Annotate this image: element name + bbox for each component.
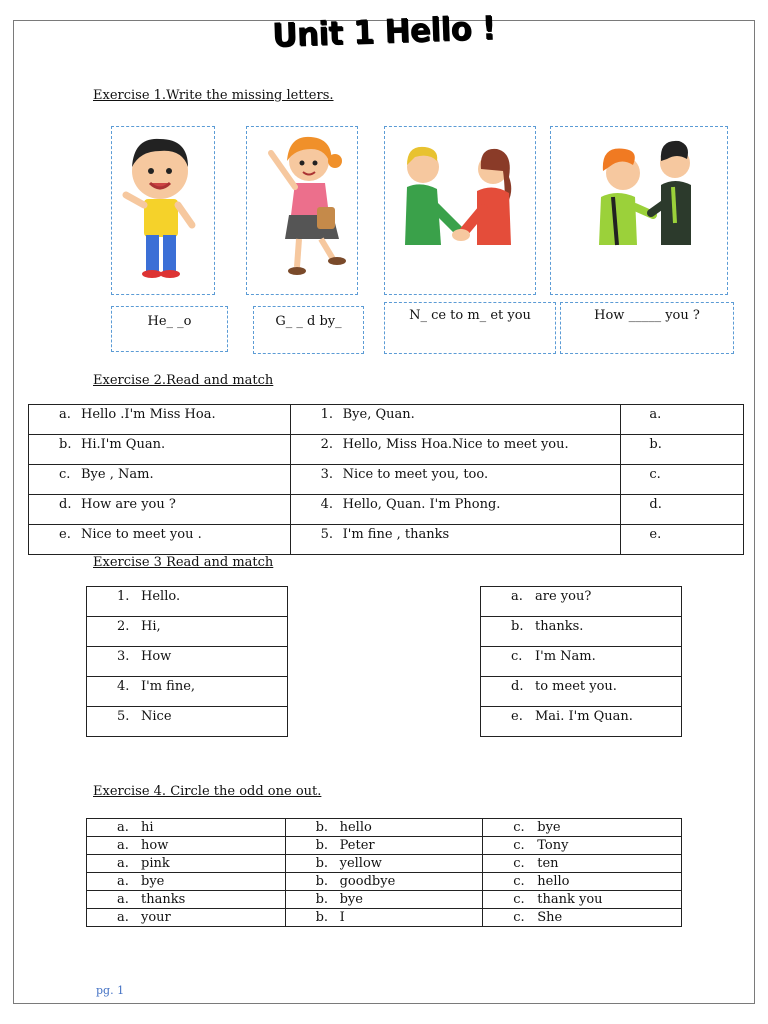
picture-box-talking bbox=[550, 126, 728, 295]
table-row bbox=[481, 617, 682, 647]
exercise3-heading: Exercise 3 Read and match bbox=[93, 555, 274, 570]
table-row bbox=[87, 677, 288, 707]
word-box-2[interactable]: G_ _ d by_ bbox=[253, 306, 364, 354]
ex3-right-cell[interactable]: d. to meet you. bbox=[481, 677, 682, 707]
ex3-left-cell[interactable]: 4. I'm fine, bbox=[87, 677, 288, 707]
word-box-1[interactable]: He_ _o bbox=[111, 306, 228, 352]
ex4-option-b[interactable]: b. bye bbox=[285, 891, 483, 909]
handshake-icon bbox=[385, 127, 533, 292]
ex3-left-cell[interactable]: 3. How bbox=[87, 647, 288, 677]
ex2-answer-cell[interactable]: d. bbox=[621, 495, 744, 525]
table-row bbox=[481, 587, 682, 617]
waving-girl-icon bbox=[247, 127, 355, 292]
ex4-option-c[interactable]: c. Tony bbox=[483, 837, 682, 855]
waving-boy-icon bbox=[112, 127, 212, 292]
table-row bbox=[87, 819, 682, 837]
ex2-left-cell: a. Hello .I'm Miss Hoa. bbox=[29, 405, 291, 435]
table-row bbox=[87, 587, 288, 617]
ex4-option-c[interactable]: c. She bbox=[483, 909, 682, 927]
table-row bbox=[29, 405, 744, 435]
ex4-option-b[interactable]: b. hello bbox=[285, 819, 483, 837]
exercise4-heading: Exercise 4. Circle the odd one out. bbox=[93, 784, 322, 799]
picture-box-handshake bbox=[384, 126, 536, 295]
ex4-option-b[interactable]: b. I bbox=[285, 909, 483, 927]
exercise2-heading: Exercise 2.Read and match bbox=[93, 373, 274, 388]
ex4-option-c[interactable]: c. hello bbox=[483, 873, 682, 891]
exercise4-table bbox=[86, 818, 682, 927]
picture-box-boy bbox=[111, 126, 215, 295]
ex4-option-a[interactable]: a. hi bbox=[87, 819, 286, 837]
table-row bbox=[29, 495, 744, 525]
ex4-option-c[interactable]: c. bye bbox=[483, 819, 682, 837]
ex4-option-a[interactable]: a. thanks bbox=[87, 891, 286, 909]
ex4-option-c[interactable]: c. ten bbox=[483, 855, 682, 873]
exercise1-heading: Exercise 1.Write the missing letters. bbox=[93, 88, 334, 103]
ex2-mid-cell: 1. Bye, Quan. bbox=[290, 405, 621, 435]
exercise2-table bbox=[28, 404, 744, 555]
table-row bbox=[87, 837, 682, 855]
ex2-answer-cell[interactable]: a. bbox=[621, 405, 744, 435]
ex4-option-a[interactable]: a. your bbox=[87, 909, 286, 927]
ex4-option-b[interactable]: b. Peter bbox=[285, 837, 483, 855]
ex4-option-a[interactable]: a. how bbox=[87, 837, 286, 855]
exercise3-left-table bbox=[86, 586, 288, 737]
table-row bbox=[481, 677, 682, 707]
ex2-mid-cell: 4. Hello, Quan. I'm Phong. bbox=[290, 495, 621, 525]
ex4-option-b[interactable]: b. goodbye bbox=[285, 873, 483, 891]
page-number: pg. 1 bbox=[96, 984, 125, 997]
ex2-mid-cell: 3. Nice to meet you, too. bbox=[290, 465, 621, 495]
picture-box-girl bbox=[246, 126, 358, 295]
ex4-option-a[interactable]: a. pink bbox=[87, 855, 286, 873]
word-box-3[interactable]: N_ ce to m_ et you bbox=[384, 302, 556, 354]
ex3-left-cell[interactable]: 1. Hello. bbox=[87, 587, 288, 617]
table-row bbox=[29, 465, 744, 495]
ex2-mid-cell: 2. Hello, Miss Hoa.Nice to meet you. bbox=[290, 435, 621, 465]
table-row bbox=[87, 707, 288, 737]
ex3-right-cell[interactable]: c. I'm Nam. bbox=[481, 647, 682, 677]
table-row bbox=[29, 525, 744, 555]
worksheet-title: Unit 1 Hello ! bbox=[271, 9, 497, 55]
ex2-answer-cell[interactable]: c. bbox=[621, 465, 744, 495]
table-row bbox=[481, 707, 682, 737]
table-row bbox=[29, 435, 744, 465]
ex2-mid-cell: 5. I'm fine , thanks bbox=[290, 525, 621, 555]
table-row bbox=[87, 617, 288, 647]
ex2-left-cell: b. Hi.I'm Quan. bbox=[29, 435, 291, 465]
ex2-answer-cell[interactable]: e. bbox=[621, 525, 744, 555]
ex4-option-a[interactable]: a. bye bbox=[87, 873, 286, 891]
ex2-left-cell: d. How are you ? bbox=[29, 495, 291, 525]
two-men-talking-icon bbox=[551, 127, 725, 292]
ex4-option-b[interactable]: b. yellow bbox=[285, 855, 483, 873]
table-row bbox=[481, 647, 682, 677]
word-box-4[interactable]: How _____ you ? bbox=[560, 302, 734, 354]
table-row bbox=[87, 855, 682, 873]
ex2-left-cell: c. Bye , Nam. bbox=[29, 465, 291, 495]
ex3-left-cell[interactable]: 2. Hi, bbox=[87, 617, 288, 647]
ex2-left-cell: e. Nice to meet you . bbox=[29, 525, 291, 555]
table-row bbox=[87, 891, 682, 909]
ex4-option-c[interactable]: c. thank you bbox=[483, 891, 682, 909]
ex3-left-cell[interactable]: 5. Nice bbox=[87, 707, 288, 737]
exercise3-right-table bbox=[480, 586, 682, 737]
ex3-right-cell[interactable]: e. Mai. I'm Quan. bbox=[481, 707, 682, 737]
table-row bbox=[87, 647, 288, 677]
ex2-answer-cell[interactable]: b. bbox=[621, 435, 744, 465]
table-row bbox=[87, 873, 682, 891]
ex3-right-cell[interactable]: b. thanks. bbox=[481, 617, 682, 647]
table-row bbox=[87, 909, 682, 927]
ex3-right-cell[interactable]: a. are you? bbox=[481, 587, 682, 617]
